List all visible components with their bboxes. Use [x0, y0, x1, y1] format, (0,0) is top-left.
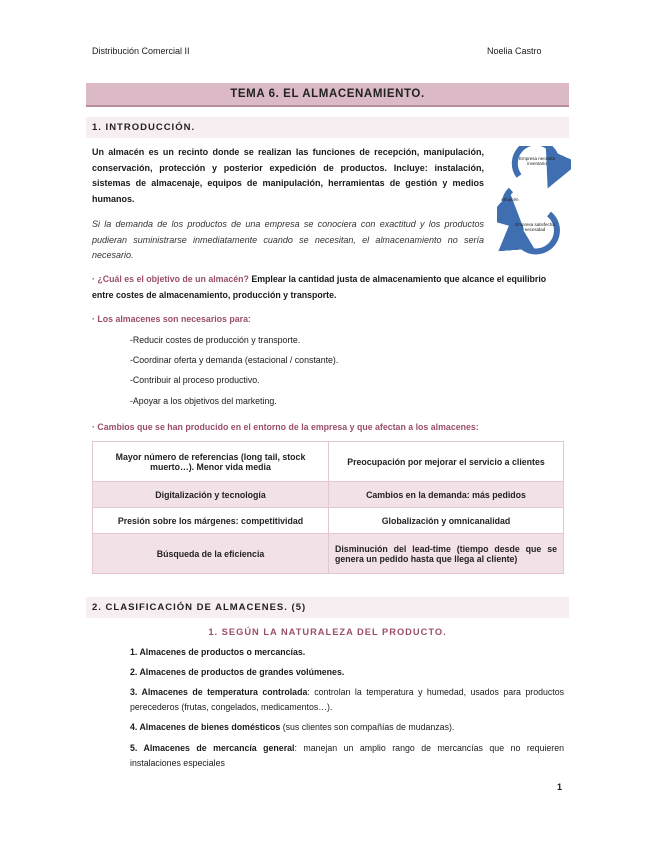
- header-author: Noelia Castro: [487, 46, 542, 56]
- table-cell: Mayor número de referencias (long tail, stock muerto…). Menor vida media: [93, 442, 329, 482]
- classification-item: [130, 685, 564, 714]
- item-label: 5. Almacenes de mercancía general: [130, 743, 295, 753]
- necessary-colon: :: [247, 314, 251, 324]
- cycle-step-2: Almacén: [501, 197, 519, 202]
- table-cell: Preocupación por mejorar el servicio a clientes: [329, 442, 564, 482]
- necessary-label-line: [92, 312, 250, 328]
- table-cell: Cambios en la demanda: más pedidos: [329, 482, 564, 508]
- cycle-step-3: Empresa satisfecha necesidad: [515, 222, 555, 232]
- table-row: [93, 442, 564, 482]
- classification-item: [130, 720, 564, 735]
- header-course: Distribución Comercial II: [92, 46, 190, 56]
- classification-item: [130, 645, 564, 660]
- section-2-heading: 2. CLASIFICACIÓN DE ALMACENES. (5): [92, 602, 307, 613]
- table-cell: Disminución del lead-time (tiempo desde que se genera un pedido hasta que llega al cliente): [329, 534, 564, 574]
- table-cell: Presión sobre los márgenes: competitividad: [93, 508, 329, 534]
- intro-paragraph: Un almacén es un recinto donde se realizan las funciones de recepción, manipulación, conservación, protección y posterior expedición de productos. Incluye: instalación, sistemas de almacenaje, equipos de manipulación, herramientas de gestión y medios humanos.: [92, 147, 484, 204]
- objective-question: · ¿Cuál es el objetivo de un almacén?: [92, 274, 249, 284]
- table-row: [93, 482, 564, 508]
- section-2-band: [86, 597, 569, 618]
- item-description: : manejan un amplio rango de mercancías que no requieren instalaciones especiales: [130, 743, 564, 768]
- bullet-item: -Coordinar oferta y demanda (estacional / constante).: [130, 355, 339, 365]
- cycle-step-1: Empresa necesita inventario: [518, 156, 556, 166]
- item-label: 2. Almacenes de productos de grandes volúmenes.: [130, 667, 345, 677]
- title-band: [86, 83, 569, 107]
- table-row: [93, 508, 564, 534]
- table-row: [93, 534, 564, 574]
- table-cell: Globalización y omnicanalidad: [329, 508, 564, 534]
- italic-paragraph: Si la demanda de los productos de una empresa se conociera con exactitud y los productos pudieran suministrarse inmediatamente cuando se necesitan, el almacenamiento no sería necesario.: [92, 219, 484, 260]
- storage-cycle-diagram: [497, 146, 571, 258]
- objective-paragraph: [92, 272, 566, 303]
- item-label: 4. Almacenes de bienes domésticos: [130, 722, 281, 732]
- section-1-heading: 1. INTRODUCCIÓN.: [92, 122, 196, 133]
- table-cell: Búsqueda de la eficiencia: [93, 534, 329, 574]
- item-label: 1. Almacenes de productos o mercancías.: [130, 647, 306, 657]
- classification-item: [130, 741, 564, 770]
- changes-table: [92, 441, 564, 574]
- necessary-label: · Los almacenes son necesarios para: [92, 314, 248, 324]
- page-title: TEMA 6. EL ALMACENAMIENTO.: [230, 88, 425, 100]
- bullet-item: -Apoyar a los objetivos del marketing.: [130, 396, 277, 406]
- page-number: 1: [557, 782, 563, 792]
- item-description: (sus clientes son compañías de mudanzas).: [280, 722, 455, 732]
- section-1-band: [86, 117, 569, 138]
- item-label: 3. Almacenes de temperatura controlada: [130, 687, 308, 697]
- changes-label: · Cambios que se han producido en el entorno de la empresa y que afectan a los almacenes:: [92, 422, 479, 432]
- bullet-item: -Contribuir al proceso productivo.: [130, 375, 260, 385]
- objective-answer: Emplear la cantidad justa de almacenamiento que alcance el equilibrio entre costes de almacenamiento, producción y transporte.: [92, 274, 547, 300]
- item-description: : controlan la temperatura y humedad, usados para productos perecederos (frutas, congelados, medicamentos…).: [130, 687, 565, 712]
- table-cell: Digitalización y tecnología: [93, 482, 329, 508]
- section-2-subheading: 1. SEGÚN LA NATURALEZA DEL PRODUCTO.: [208, 627, 447, 637]
- bullet-item: -Reducir costes de producción y transporte.: [130, 335, 301, 345]
- classification-item: [130, 665, 564, 680]
